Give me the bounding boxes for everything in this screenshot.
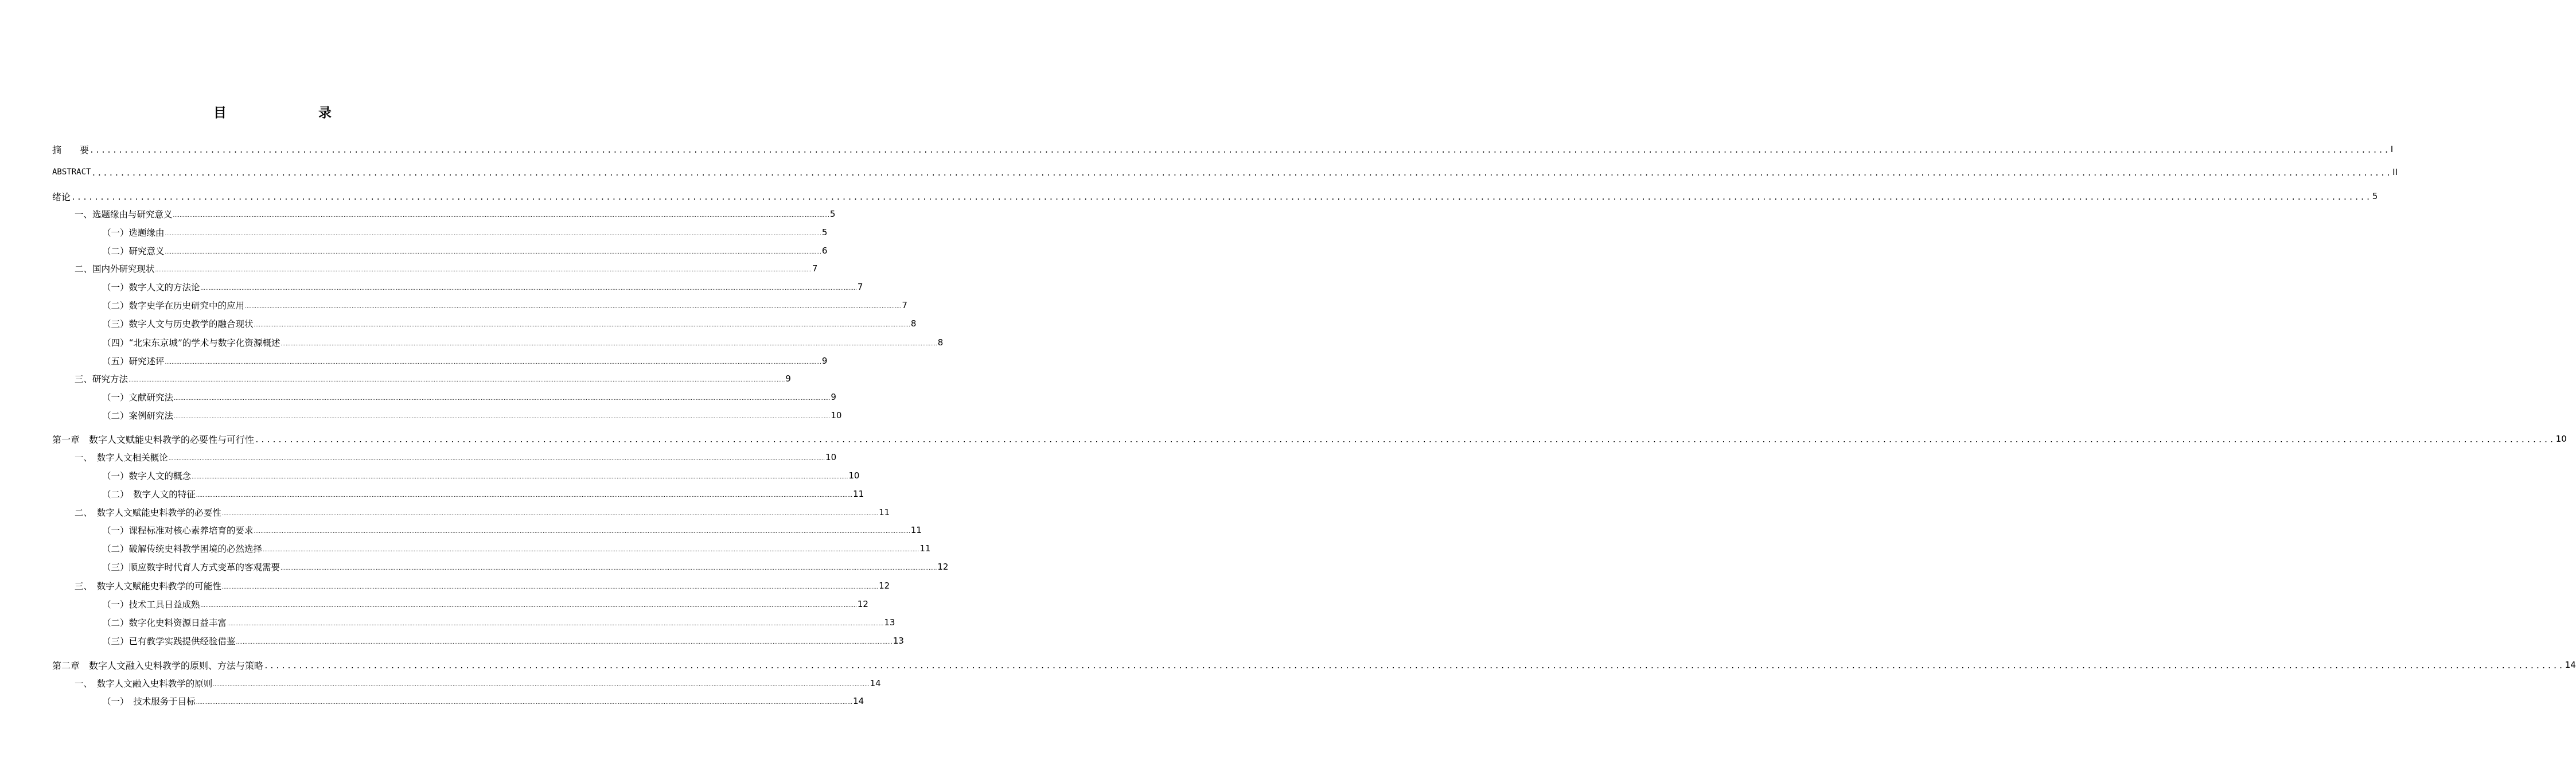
toc-entry-label: （二）案例研究法 bbox=[102, 411, 174, 421]
toc-leader-dots: ................................................................................................................................................................................................................................................................................................................................................................................................................ bbox=[280, 565, 937, 571]
toc-entry-page: 13 bbox=[884, 617, 895, 628]
toc-leader-dots: ................................................................................................................................................................................................................................................................................................................................................................................................................ bbox=[128, 377, 785, 383]
toc-entry-page: 9 bbox=[831, 392, 836, 402]
toc-leader-dots: ................................................................................................................................................................................................................................................................................................................................................................................................................ bbox=[200, 285, 857, 291]
toc-entry-label: （二） 数字人文的特征 bbox=[102, 489, 196, 500]
toc-entry-page: 5 bbox=[829, 209, 836, 219]
toc-entry-label: （二）研究意义 bbox=[102, 246, 165, 256]
toc-title: 目 录 bbox=[213, 106, 353, 120]
toc-entry[interactable] bbox=[0, 189, 2378, 204]
toc-entry[interactable] bbox=[0, 486, 864, 501]
toc-leader-dots: ................................................................................................................................................................................................................................................................................................................................................................................................................ bbox=[168, 455, 825, 462]
toc-entry-label: 一、选题缘由与研究意义 bbox=[75, 209, 173, 220]
toc-entry-page: I bbox=[2390, 144, 2394, 154]
toc-entry[interactable] bbox=[0, 165, 2398, 180]
toc-leader-dots: ................................................................................................................................................................................................................................................................................................................................................................................................................ bbox=[174, 395, 831, 402]
toc-entry-page: 7 bbox=[902, 300, 907, 310]
toc-entry-label: （一）数字人文的方法论 bbox=[102, 282, 200, 293]
toc-leader-dots: ................................................................................................................................................................................................................................................................................................................................................................................................................ bbox=[254, 322, 910, 328]
toc-entry[interactable] bbox=[0, 431, 2567, 446]
toc-entry[interactable] bbox=[0, 597, 868, 612]
toc-leader-dots: ................................................................................................................................................................................................................................................................................................................................................................................................................ bbox=[245, 303, 902, 310]
toc-entry[interactable] bbox=[0, 450, 837, 465]
toc-entry-label: 绪论 bbox=[52, 191, 71, 203]
toc-leader-dots: ................................................................................................................................................................................................................................................................................................................................................................................................................ bbox=[165, 231, 821, 237]
toc-entry[interactable] bbox=[0, 298, 907, 313]
toc-entry-page: 13 bbox=[893, 636, 904, 646]
toc-entry[interactable] bbox=[0, 261, 818, 276]
toc-leader-dots: ................................................................................................................................................................................................................................................................................................................................................................................................................ bbox=[196, 492, 853, 499]
toc-entry-label: ABSTRACT bbox=[52, 168, 91, 177]
toc-entry[interactable] bbox=[0, 523, 922, 538]
toc-entry-page: 5 bbox=[821, 227, 828, 237]
toc-leader-dots: ................................................................................................................................................................................................................................................................................................................................................................................................................ bbox=[91, 169, 2392, 178]
toc-entry-page: 8 bbox=[937, 337, 944, 348]
toc-entry-label: （三）顺应数字时代育人方式变革的客观需要 bbox=[102, 562, 280, 573]
toc-entry-page: 10 bbox=[831, 410, 842, 420]
toc-entry-page: 11 bbox=[910, 525, 922, 535]
toc-entry-label: （三）数字人文与历史教学的融合现状 bbox=[102, 319, 254, 329]
toc-leader-dots: ................................................................................................................................................................................................................................................................................................................................................................................................................ bbox=[200, 602, 857, 609]
toc-entry-label: （一）课程标准对核心素养培育的要求 bbox=[102, 525, 254, 536]
toc-entry-page: 12 bbox=[937, 562, 949, 572]
toc-entry[interactable] bbox=[0, 505, 890, 520]
toc-entry[interactable] bbox=[0, 633, 904, 648]
toc-entry[interactable] bbox=[0, 694, 864, 708]
toc-entry[interactable] bbox=[0, 468, 860, 483]
toc-entry[interactable] bbox=[0, 676, 881, 691]
toc-entry-label: （五）研究述评 bbox=[102, 356, 165, 367]
toc-leader-dots: ................................................................................................................................................................................................................................................................................................................................................................................................................ bbox=[236, 639, 893, 645]
toc-leader-dots: ................................................................................................................................................................................................................................................................................................................................................................................................................ bbox=[280, 341, 937, 347]
toc-entry-page: 11 bbox=[919, 543, 931, 554]
toc-entry-page: 11 bbox=[879, 507, 890, 517]
toc-entry-page: 14 bbox=[853, 696, 864, 706]
toc-entry[interactable] bbox=[0, 243, 828, 258]
toc-entry-label: 一、 数字人文融入史料教学的原则 bbox=[75, 679, 213, 689]
toc-leader-dots: ................................................................................................................................................................................................................................................................................................................................................................................................................ bbox=[263, 547, 919, 553]
toc-entry-label: 三、 数字人文赋能史料教学的可能性 bbox=[75, 581, 221, 591]
toc-entry-page: 14 bbox=[870, 678, 881, 688]
toc-entry-page: 10 bbox=[848, 470, 860, 481]
toc-entry[interactable] bbox=[0, 316, 917, 331]
toc-entry-label: （二）破解传统史料教学困境的必然选择 bbox=[102, 544, 263, 554]
toc-entry-page: 12 bbox=[879, 581, 890, 591]
toc-entry-label: 第二章 数字人文融入史料教学的原则、方法与策略 bbox=[52, 660, 264, 671]
toc-entry-label: 二、 数字人文赋能史料教学的必要性 bbox=[75, 508, 221, 518]
toc-leader-dots: ................................................................................................................................................................................................................................................................................................................................................................................................................ bbox=[71, 193, 2372, 202]
toc-entry-page: 11 bbox=[853, 489, 864, 499]
toc-entry-page: 14 bbox=[2565, 660, 2576, 670]
toc-entry[interactable] bbox=[0, 207, 836, 221]
toc-leader-dots: ................................................................................................................................................................................................................................................................................................................................................................................................................ bbox=[165, 359, 821, 365]
toc-leader-dots: ................................................................................................................................................................................................................................................................................................................................................................................................................ bbox=[165, 249, 821, 255]
toc-entry[interactable] bbox=[0, 615, 895, 630]
toc-leader-dots: ................................................................................................................................................................................................................................................................................................................................................................................................................ bbox=[174, 414, 831, 420]
toc-entry-label: （四）“北宋东京城”的学术与数字化资源概述 bbox=[102, 338, 280, 348]
toc-leader-dots: ................................................................................................................................................................................................................................................................................................................................................................................................................ bbox=[264, 661, 2565, 671]
toc-entry[interactable] bbox=[0, 279, 863, 294]
toc-entry[interactable] bbox=[0, 559, 949, 574]
toc-entry-page: 10 bbox=[2555, 434, 2567, 444]
toc-entry-label: 三、研究方法 bbox=[75, 374, 128, 384]
toc-entry-page: 10 bbox=[825, 452, 837, 462]
toc-leader-dots: ................................................................................................................................................................................................................................................................................................................................................................................................................ bbox=[221, 511, 879, 517]
toc-leader-dots: ................................................................................................................................................................................................................................................................................................................................................................................................................ bbox=[227, 621, 884, 627]
toc-leader-dots: ................................................................................................................................................................................................................................................................................................................................................................................................................ bbox=[254, 528, 910, 535]
toc-entry[interactable] bbox=[0, 541, 931, 556]
toc-entry-label: （二）数字史学在历史研究中的应用 bbox=[102, 301, 245, 311]
toc-entry-page: 7 bbox=[812, 263, 818, 274]
toc-entry-label: （一）选题缘由 bbox=[102, 228, 165, 238]
toc-entry-page: 8 bbox=[910, 318, 917, 329]
toc-entry[interactable] bbox=[0, 225, 828, 240]
toc-entry[interactable] bbox=[0, 657, 2576, 672]
toc-entry-label: （二）数字化史料资源日益丰富 bbox=[102, 618, 227, 628]
toc-entry[interactable] bbox=[0, 371, 791, 386]
toc-entry[interactable] bbox=[0, 408, 842, 423]
toc-leader-dots: ................................................................................................................................................................................................................................................................................................................................................................................................................ bbox=[192, 474, 848, 480]
toc-entry-page: 12 bbox=[857, 599, 868, 609]
toc-entry-page: 9 bbox=[821, 356, 828, 366]
toc-entry-page: 5 bbox=[2372, 191, 2378, 201]
toc-leader-dots: ................................................................................................................................................................................................................................................................................................................................................................................................................ bbox=[155, 267, 812, 273]
toc-leader-dots: ................................................................................................................................................................................................................................................................................................................................................................................................................ bbox=[213, 682, 870, 688]
toc-entry-label: （一）文献研究法 bbox=[102, 392, 174, 403]
toc-entry-label: （三）已有教学实践提供经验借鉴 bbox=[102, 636, 236, 647]
toc-entry-page: 9 bbox=[785, 373, 791, 384]
toc-leader-dots: ................................................................................................................................................................................................................................................................................................................................................................................................................ bbox=[196, 699, 853, 706]
toc-leader-dots: ................................................................................................................................................................................................................................................................................................................................................................................................................ bbox=[255, 435, 2555, 445]
toc-entry[interactable] bbox=[0, 335, 944, 350]
toc-entry[interactable] bbox=[0, 390, 836, 404]
toc-entry[interactable] bbox=[0, 142, 2394, 157]
toc-entry-label: 二、国内外研究现状 bbox=[75, 264, 155, 274]
toc-leader-dots: ................................................................................................................................................................................................................................................................................................................................................................................................................ bbox=[89, 146, 2390, 155]
toc-entry[interactable] bbox=[0, 353, 828, 368]
toc-entry-page: 7 bbox=[857, 282, 863, 292]
toc-entry-label: （一）技术工具日益成熟 bbox=[102, 599, 200, 610]
toc-entry-page: 6 bbox=[821, 246, 828, 256]
toc-entry-page: II bbox=[2392, 167, 2398, 177]
toc-entry[interactable] bbox=[0, 578, 890, 593]
toc-leader-dots: ................................................................................................................................................................................................................................................................................................................................................................................................................ bbox=[221, 584, 879, 590]
toc-entry-label: 一、 数字人文相关概论 bbox=[75, 453, 168, 463]
toc-entry-label: （一）数字人文的概念 bbox=[102, 471, 192, 481]
toc-entry-label: （一） 技术服务于目标 bbox=[102, 696, 196, 707]
toc-entry-label: 第一章 数字人文赋能史料教学的必要性与可行性 bbox=[52, 434, 255, 445]
toc-entry-label: 摘 要 bbox=[52, 144, 89, 155]
toc-leader-dots: ................................................................................................................................................................................................................................................................................................................................................................................................................ bbox=[173, 212, 829, 219]
